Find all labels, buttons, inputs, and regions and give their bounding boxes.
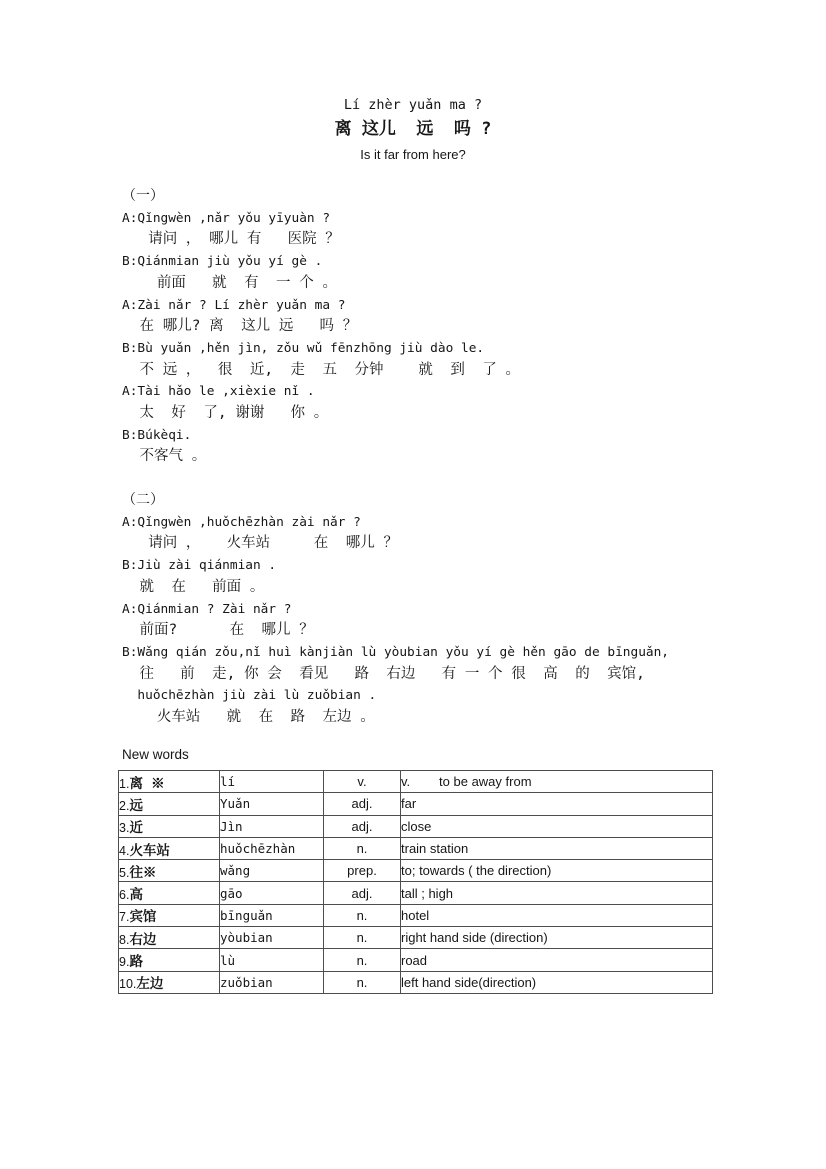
table-row — [119, 949, 713, 971]
word-pinyin: Yuǎn — [220, 793, 324, 815]
table-row — [119, 904, 713, 926]
table-row — [119, 927, 713, 949]
dialogue-hanzi-line: 前面? 在 哪儿 ？ — [122, 622, 314, 639]
title-block — [0, 97, 826, 163]
word-number: 7. — [119, 910, 130, 925]
word-number: 1. — [119, 776, 130, 791]
word-pinyin: huǒchēzhàn — [220, 837, 324, 859]
dialogue-hanzi-line: 前面 就 有 一 个 。 — [122, 274, 337, 291]
dialogue-pinyin-line: A:Qǐngwèn ,huǒchēzhàn zài nǎr ? — [122, 514, 361, 530]
table-row — [119, 882, 713, 904]
word-pinyin: yòubian — [220, 927, 324, 949]
word-number: 10. — [119, 977, 137, 992]
word-number: 4. — [119, 843, 130, 858]
word-hanzi: 左边 — [136, 976, 164, 993]
dialogue-hanzi-line: 往 前 走, 你 会 看见 路 右边 有 一 个 很 高 的 宾馆, — [122, 665, 645, 682]
word-pos: v. — [324, 771, 401, 793]
word-pos: adj. — [324, 793, 401, 815]
dialogue-hanzi-line: 请问 ， 火车站 在 哪儿 ？ — [122, 535, 398, 552]
table-row — [119, 971, 713, 993]
word-hanzi: 高 — [129, 887, 143, 904]
word-number: 6. — [119, 888, 130, 903]
word-cell — [119, 793, 220, 815]
word-cell — [119, 949, 220, 971]
word-meaning: train station — [401, 837, 713, 859]
dialogue-hanzi-line: 火车站 就 在 路 左边 。 — [122, 709, 375, 726]
word-hanzi: 离 ※ — [129, 775, 165, 792]
dialogue-section-2 — [122, 490, 669, 729]
word-pinyin: bīnguǎn — [220, 904, 324, 926]
dialogue-pinyin-line: A:Zài nǎr ? Lí zhèr yuǎn ma ? — [122, 297, 346, 313]
dialogue-pinyin-line: B:Búkèqi. — [122, 427, 192, 443]
new-words-label: New words — [122, 747, 189, 762]
word-hanzi: 远 — [129, 797, 143, 814]
word-pinyin: lí — [220, 771, 324, 793]
dialogue-hanzi-line: 太 好 了, 谢谢 你 。 — [122, 405, 329, 422]
word-pos: n. — [324, 971, 401, 993]
word-cell — [119, 882, 220, 904]
title-pinyin: Lí zhèr yuǎn ma ? — [343, 97, 483, 113]
word-meaning: hotel — [401, 904, 713, 926]
word-cell — [119, 771, 220, 793]
dialogue-hanzi-line: 不 远 ， 很 近, 走 五 分钟 就 到 了 。 — [122, 361, 521, 378]
word-meaning: tall ; high — [401, 882, 713, 904]
word-number: 3. — [119, 821, 130, 836]
word-hanzi: 往※ — [129, 864, 157, 881]
word-pos: n. — [324, 904, 401, 926]
word-pos: adj. — [324, 882, 401, 904]
table-row — [119, 771, 713, 793]
table-row — [119, 815, 713, 837]
word-meaning: left hand side(direction) — [401, 971, 713, 993]
word-pinyin: gāo — [220, 882, 324, 904]
word-meaning: right hand side (direction) — [401, 927, 713, 949]
word-meaning: to; towards ( the direction) — [401, 860, 713, 882]
title-hanzi: 离 这儿 远 吗 ? — [334, 119, 492, 139]
section-1-heading: （一） — [122, 188, 164, 204]
word-cell — [119, 815, 220, 837]
dialogue-pinyin-line: A:Tài hǎo le ,xièxie nǐ . — [122, 384, 315, 400]
word-pos: n. — [324, 927, 401, 949]
word-pinyin: lù — [220, 949, 324, 971]
new-words-table — [118, 770, 713, 994]
word-pos: adj. — [324, 815, 401, 837]
section-2-heading: （二） — [122, 492, 164, 508]
dialogue-pinyin-line: A:Qiánmian ? Zài nǎr ? — [122, 601, 292, 617]
word-cell — [119, 927, 220, 949]
dialogue-pinyin-line: B:Qiánmian jiù yǒu yí gè . — [122, 254, 323, 270]
dialogue-section-1 — [122, 186, 520, 468]
word-pinyin: wǎng — [220, 860, 324, 882]
dialogue-pinyin-line: B:Jiù zài qiánmian . — [122, 558, 277, 574]
word-pos: n. — [324, 837, 401, 859]
dialogue-hanzi-line: 不客气 。 — [122, 448, 207, 465]
word-number: 8. — [119, 932, 130, 947]
word-cell — [119, 971, 220, 993]
word-number: 9. — [119, 955, 130, 970]
table-row — [119, 793, 713, 815]
dialogue-hanzi-line: 就 在 前面 。 — [122, 578, 265, 595]
dialogue-pinyin-line: huǒchēzhàn jiù zài lù zuǒbian . — [122, 688, 377, 704]
word-number: 5. — [119, 865, 130, 880]
word-cell — [119, 860, 220, 882]
word-pos: n. — [324, 949, 401, 971]
word-number: 2. — [119, 798, 130, 813]
word-cell — [119, 904, 220, 926]
dialogue-hanzi-line: 在 哪儿? 离 这儿 远 吗 ？ — [122, 318, 358, 335]
word-pinyin: zuǒbian — [220, 971, 324, 993]
word-meaning: far — [401, 793, 713, 815]
table-row — [119, 837, 713, 859]
word-meaning: road — [401, 949, 713, 971]
word-pinyin: Jìn — [220, 815, 324, 837]
word-pos: prep. — [324, 860, 401, 882]
word-hanzi: 火车站 — [129, 842, 170, 859]
word-hanzi: 近 — [129, 820, 143, 837]
word-hanzi: 路 — [129, 954, 143, 971]
dialogue-hanzi-line: 请问 ， 哪儿 有 医院 ？ — [122, 231, 340, 248]
dialogue-pinyin-line: B:Bù yuǎn ,hěn jìn, zǒu wǔ fēnzhōng jiù dào le. — [122, 340, 485, 356]
dialogue-pinyin-line: A:Qǐngwèn ,nǎr yǒu yīyuàn ? — [122, 210, 331, 226]
word-meaning: v. to be away from — [401, 771, 713, 793]
table-row — [119, 860, 713, 882]
word-cell — [119, 837, 220, 859]
word-meaning: close — [401, 815, 713, 837]
title-english: Is it far from here? — [360, 147, 466, 162]
dialogue-pinyin-line: B:Wǎng qián zǒu,nǐ huì kànjiàn lù yòubian yǒu yí gè hěn gāo de bīnguǎn, — [122, 644, 670, 660]
word-hanzi: 宾馆 — [129, 909, 157, 926]
word-hanzi: 右边 — [129, 931, 157, 948]
